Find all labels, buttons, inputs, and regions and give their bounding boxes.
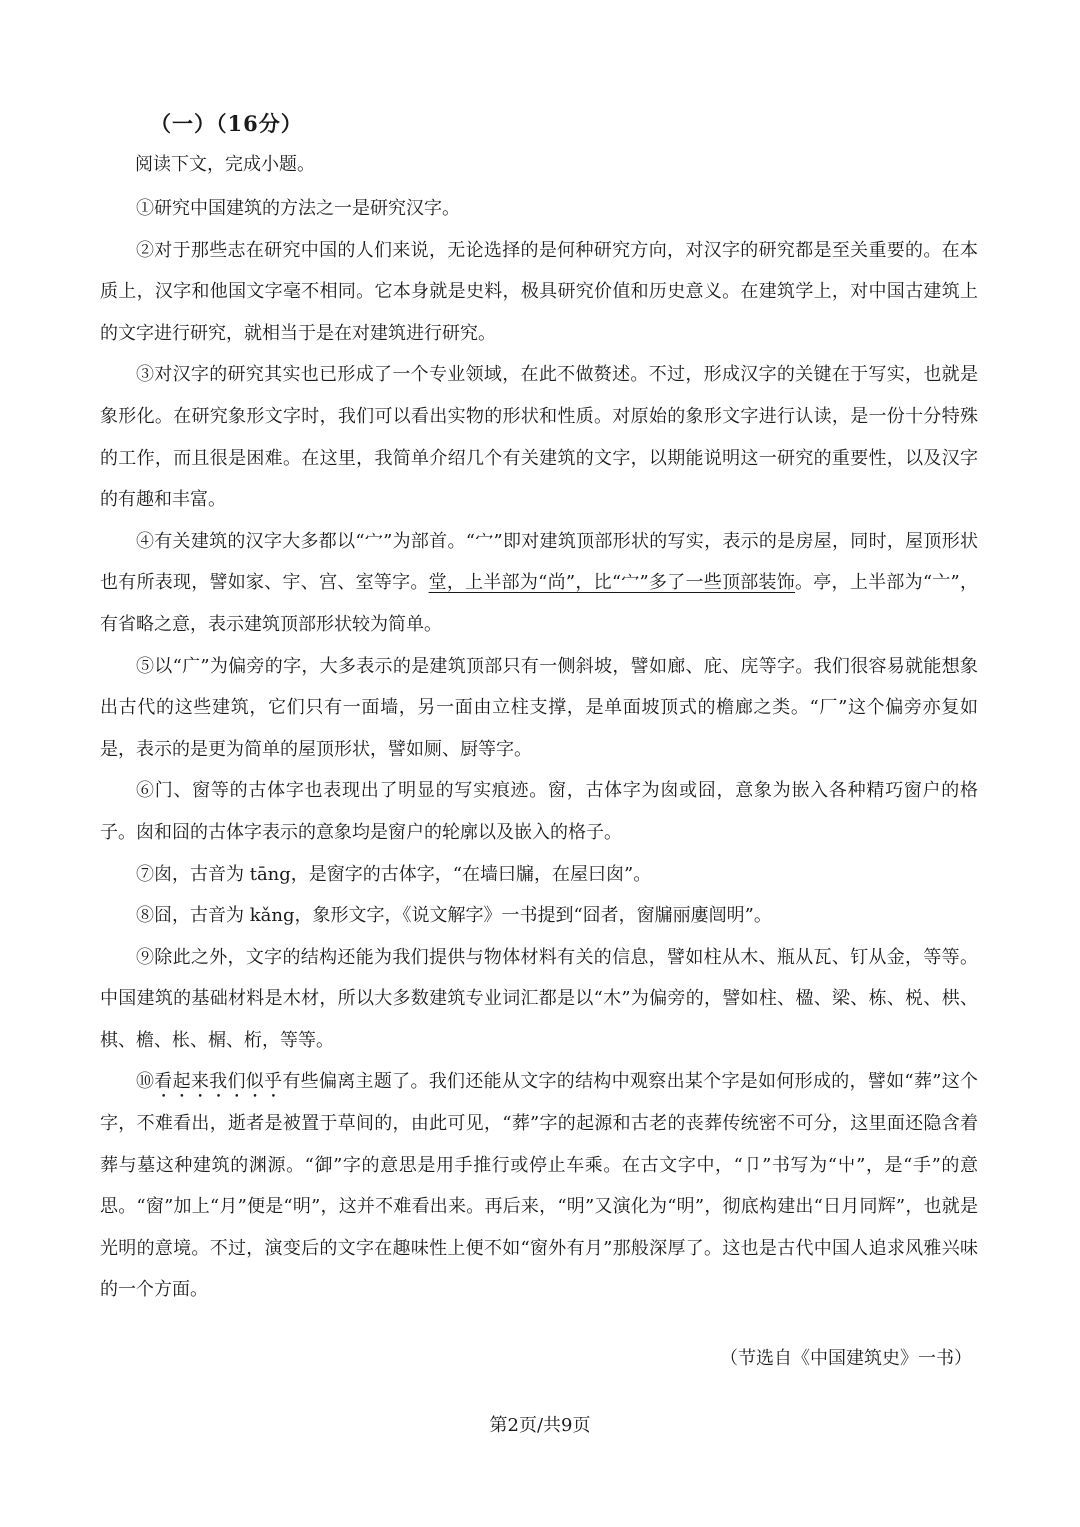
paragraph-5: ⑤以“广”为偏旁的字，大多表示的是建筑顶部只有一侧斜坡，譬如廊、庇、庑等字。我们很容易就能想象出古代的这些建筑，它们只有一面墙，另一面由立柱支撑，是单面坡顶式的檐廊之类。“厂”这个偏旁亦复如是，表示的是更为简单的屋顶形状，譬如厕、厨等字。 [100,655,978,760]
paragraph-10-number: ⑩ [136,1071,155,1093]
paragraph-9: ⑨除此之外，文字的结构还能为我们提供与物体材料有关的信息，譬如柱从木、瓶从瓦、钉从金，等等。中国建筑的基础材料是木材，所以大多数建筑专业词汇都是以“木”为偏旁的，譬如柱、楹、梁、栋、棁、栱、棋、檐、枨、榍、桁，等等。 [100,946,978,1051]
instruction-text: 阅读下文，完成小题。 [135,154,315,175]
section-title: （一）（16分） [150,111,303,136]
paragraph-10 [100,1061,978,1311]
dotted-phrase: 看起来我们似乎 [154,1071,283,1093]
underlined-sentence: 堂，上半部为“尚”，比“宀”多了一些顶部装饰 [428,572,796,594]
paragraph-10-tail: 有些偏离主题了。我们还能从文字的结构中观察出某个字是如何形成的，譬如“葬”这个字，不难看出，逝者是被置于草间的，由此可见，“葬”字的起源和古老的丧葬传统密不可分，这里面还隐含着葬与墓这种建筑的渊源。“御”字的意思是用手推行或停止车乘。在古文字中，“卩”书写为“屮”，是“手”的意思。“窗”加上“月”便是“明”，这并不难看出来。再后来，“明”又演化为“明”，彻底构建出“日月同辉”，也就是光明的意境。不过，演变后的文字在趣味性上便不如“窗外有月”那般深厚了。这也是古代中国人追求风雅兴味的一个方面。 [100,1071,979,1301]
paragraph-4 [100,521,978,646]
paragraph-3: ③对汉字的研究其实也已形成了一个专业领域，在此不做赘述。不过，形成汉字的关键在于写实，也就是象形化。在研究象形文字时，我们可以看出实物的形状和性质。对原始的象形文字进行认读，是一份十分特殊的工作，而且很是困难。在这里，我简单介绍几个有关建筑的文字，以期能说明这一研究的重要性，以及汉字的有趣和丰富。 [100,364,978,511]
page-number: 第2页/共9页 [489,1415,591,1436]
paragraph-7: ⑦囱，古音为 tāng，是窗字的古体字，“在墙曰牖，在屋曰囱”。 [136,863,652,885]
source-citation: （节选自《中国建筑史》一书） [720,1348,972,1369]
paragraph-4-tail: 。亭，上半部为“亠”，有省略之意，表示建筑顶部形状较为简单。 [100,572,979,635]
paragraph-8: ⑧囧，古音为 kǎng，象形文字，《说文解字》一书提到“囧者，窗牖丽廔闿明”。 [136,905,772,927]
paragraph-6: ⑥门、窗等的古体字也表现出了明显的写实痕迹。窗，古体字为囱或囧，意象为嵌入各种精巧窗户的格子。囱和囧的古体字表示的意象均是窗户的轮廓以及嵌入的格子。 [100,780,978,843]
paragraph-4-lead: ④有关建筑的汉字大多都以“宀”为部首。“宀”即对建筑顶部形状的写实，表示的是房屋，同时，屋顶形状也有所表现，譬如家、宇、宫、室等字。 [100,530,978,594]
paragraph-1: ①研究中国建筑的方法之一是研究汉字。 [136,198,460,219]
paragraph-2: ②对于那些志在研究中国的人们来说，无论选择的是何种研究方向，对汉字的研究都是至关重要的。在本质上，汉字和他国文字毫不相同。它本身就是史料，极具研究价值和历史意义。在建筑学上，对中国古建筑上的文字进行研究，就相当于是在对建筑进行研究。 [100,239,978,344]
article-body [100,188,978,1311]
